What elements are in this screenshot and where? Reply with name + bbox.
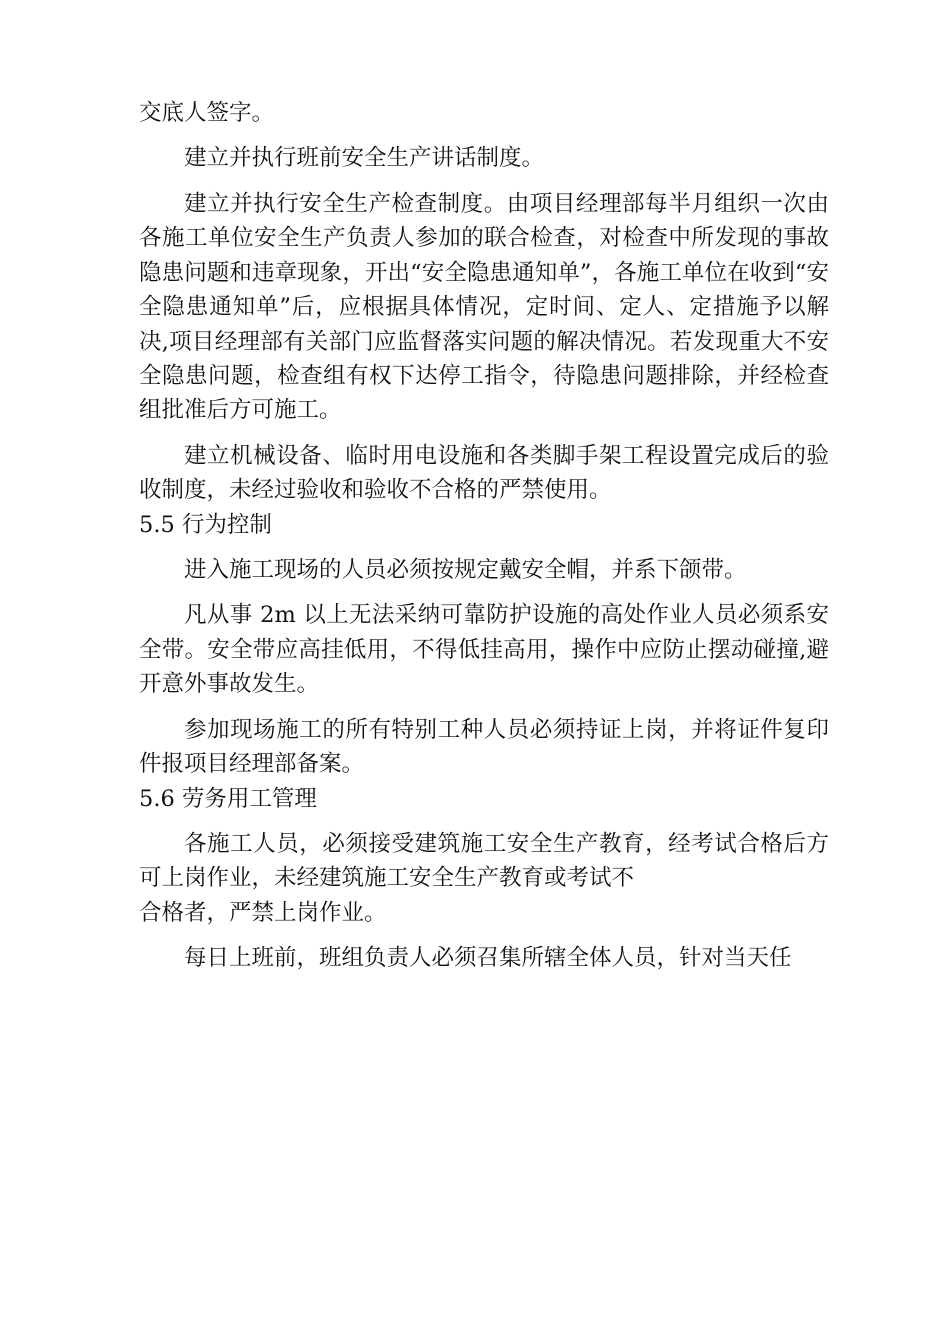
paragraph-6: 凡从事 2m 以上无法采纳可靠防护设施的高处作业人员必须系安全带。安全带应高挂低用，不得低挂高用，操作中应防止摆动碰撞,避开意外事故发生。	[139, 602, 829, 698]
paragraph-2: 建立并执行班前安全生产讲话制度。	[184, 145, 545, 172]
paragraph-5: 进入施工现场的人员必须按规定戴安全帽，并系下颌带。	[184, 557, 747, 584]
document-page	[139, 96, 829, 976]
paragraph-1: 交底人签字。	[139, 100, 275, 126]
paragraph-8-continued: 合格者，严禁上岗作业。	[139, 899, 387, 926]
paragraph-9: 每日上班前，班组负责人必须召集所辖全体人员，针对当天任	[184, 945, 792, 972]
paragraph-4: 建立机械设备、临时用电设施和各类脚手架工程设置完成后的验收制度，未经过验收和验收不合格的严禁使用。	[139, 442, 829, 504]
section-heading-5-6: 5.6 劳务用工管理	[139, 785, 317, 812]
paragraph-3: 建立并执行安全生产检查制度。由项目经理部每半月组织一次由各施工单位安全生产负责人参加的联合检查，对检查中所发现的事故隐患问题和违章现象，开出“安全隐患通知单”，各施工单位在收到“安全隐患通知单”后，应根据具体情况，定时间、定人、定措施予以解决,项目经理部有关部门应监督落实问题的解决情况。若发现重大不安全隐患问题，检查组有权下达停工指令，待隐患问题排除，并经检查组批准后方可施工。	[139, 190, 829, 424]
paragraph-7: 参加现场施工的所有特别工种人员必须持证上岗，并将证件复印件报项目经理部备案。	[139, 716, 829, 778]
paragraph-8: 各施工人员，必须接受建筑施工安全生产教育，经考试合格后方可上岗作业，未经建筑施工安全生产教育或考试不	[139, 831, 829, 892]
section-heading-5-5: 5.5 行为控制	[139, 511, 272, 538]
